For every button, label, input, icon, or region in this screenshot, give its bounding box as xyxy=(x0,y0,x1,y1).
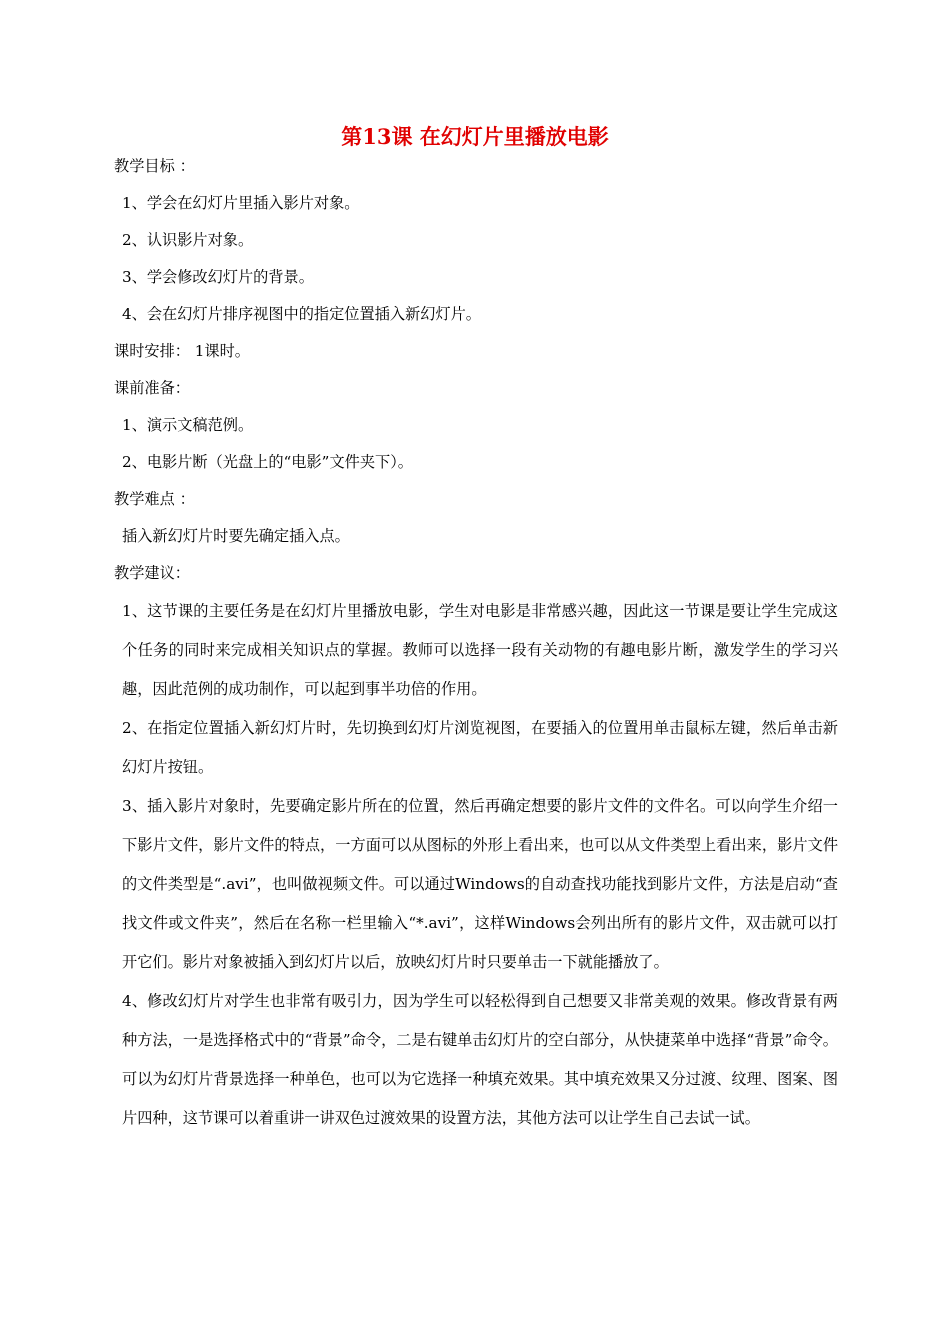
schedule-text: 课时安排： 1课时。 xyxy=(114,342,250,360)
suggestion-item-3: 3、插入影片对象时，先要确定影片所在的位置，然后再确定想要的影片文件的文件名。可以向学生介绍一下影片文件，影片文件的特点，一方面可以从图标的外形上看出来，也可以从文件类型上看出来，影片文件的文件类型是“.avi”，也叫做视频文件。可以通过Windows的自动查找功能找到影片文件，方法是启动“查找文件或文件夹”，然后在名称一栏里输入“*.avi”，这样Windows会列出所有的影片文件，双击就可以打开它们。影片对象被插入到幻灯片以后，放映幻灯片时只要单击一下就能播放了。 xyxy=(122,797,838,971)
goal-item-3: 3、学会修改幻灯片的背景。 xyxy=(122,268,314,286)
document-title: 第13课 在幻灯片里播放电影 xyxy=(341,124,609,149)
prep-item-2: 2、电影片断（光盘上的“电影”文件夹下）。 xyxy=(122,453,413,471)
prep-heading: 课前准备： xyxy=(114,379,190,397)
suggestion-item-4: 4、修改幻灯片对学生也非常有吸引力，因为学生可以轻松得到自己想要又非常美观的效果。修改背景有两种方法，一是选择格式中的“背景”命令，二是右键单击幻灯片的空白部分，从快捷菜单中选择“背景”命令。可以为幻灯片背景选择一种单色，也可以为它选择一种填充效果。其中填充效果又分过渡、纹理、图案、图片四种，这节课可以着重讲一讲双色过渡效果的设置方法，其他方法可以让学生自己去试一试。 xyxy=(122,992,838,1127)
prep-item-1: 1、演示文稿范例。 xyxy=(122,416,254,434)
document-body xyxy=(114,148,838,1138)
difficulty-heading: 教学难点 ： xyxy=(114,490,195,508)
difficulty-text: 插入新幻灯片时要先确定插入点。 xyxy=(122,527,350,545)
goal-item-2: 2、认识影片对象。 xyxy=(122,231,254,249)
suggestion-item-2: 2、在指定位置插入新幻灯片时，先切换到幻灯片浏览视图，在要插入的位置用单击鼠标左键，然后单击新幻灯片按钮。 xyxy=(122,719,838,776)
goals-heading: 教学目标 ： xyxy=(114,157,195,175)
suggestion-item-1: 1、这节课的主要任务是在幻灯片里播放电影，学生对电影是非常感兴趣，因此这一节课是要让学生完成这个任务的同时来完成相关知识点的掌握。教师可以选择一段有关动物的有趣电影片断，激发学生的学习兴趣，因此范例的成功制作，可以起到事半功倍的作用。 xyxy=(122,602,838,698)
goal-item-4: 4、会在幻灯片排序视图中的指定位置插入新幻灯片。 xyxy=(122,305,481,323)
suggestions-heading: 教学建议： xyxy=(114,564,190,582)
goal-item-1: 1、学会在幻灯片里插入影片对象。 xyxy=(122,194,360,212)
